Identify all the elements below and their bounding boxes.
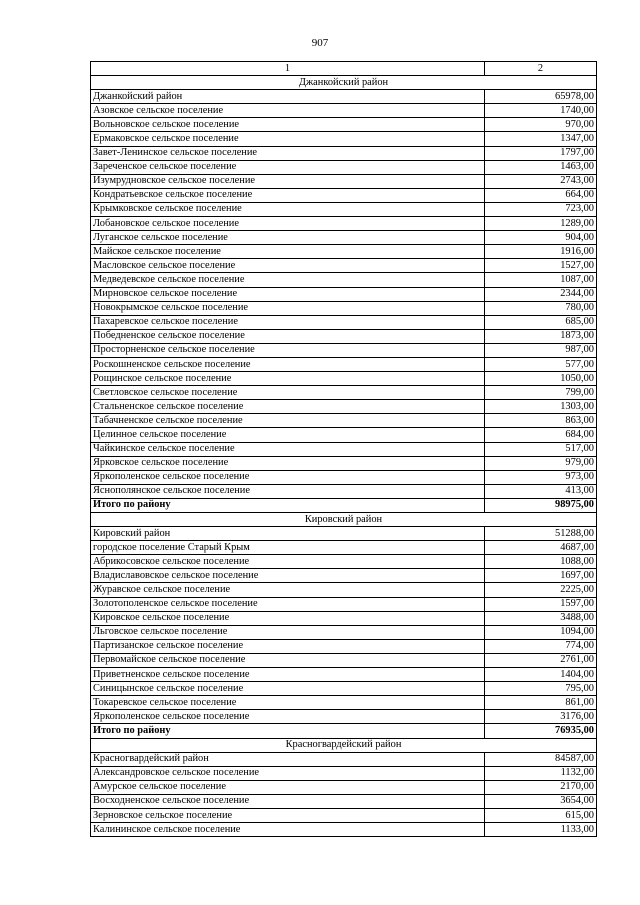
table-row <box>91 315 597 329</box>
settlement-value: 799,00 <box>485 386 597 400</box>
settlement-name: Вольновское сельское поселение <box>91 118 485 132</box>
settlement-value: 979,00 <box>485 456 597 470</box>
settlement-value: 517,00 <box>485 442 597 456</box>
table-row <box>91 668 597 682</box>
settlement-value: 615,00 <box>485 808 597 822</box>
settlement-value: 1094,00 <box>485 625 597 639</box>
page-number: 907 <box>311 37 329 49</box>
settlement-name: Медведевское сельское поселение <box>91 273 485 287</box>
table-row <box>91 329 597 343</box>
settlement-name: Яркополенское сельское поселение <box>91 710 485 724</box>
settlement-value: 723,00 <box>485 202 597 216</box>
table-row <box>91 639 597 653</box>
settlement-name: Лобановское сельское поселение <box>91 217 485 231</box>
settlement-value: 973,00 <box>485 470 597 484</box>
section-title: Джанкойский район <box>91 76 597 90</box>
table-row <box>91 794 597 808</box>
settlement-name: Просторненское сельское поселение <box>91 343 485 357</box>
section-title: Красногвардейский район <box>91 738 597 752</box>
settlement-name: Кондратьевское сельское поселение <box>91 188 485 202</box>
table-row <box>91 823 597 837</box>
settlement-name: Крымковское сельское поселение <box>91 202 485 216</box>
settlement-name: Рощинское сельское поселение <box>91 372 485 386</box>
table-row <box>91 456 597 470</box>
settlement-name: Первомайское сельское поселение <box>91 653 485 667</box>
settlement-name: Кировский район <box>91 527 485 541</box>
table-body <box>91 62 597 837</box>
settlement-name: Калининское сельское поселение <box>91 823 485 837</box>
table-row <box>91 696 597 710</box>
table-row <box>91 611 597 625</box>
table-row <box>91 414 597 428</box>
total-row <box>91 498 597 512</box>
settlement-name: Табачненское сельское поселение <box>91 414 485 428</box>
total-label: Итого по району <box>91 724 485 738</box>
settlement-value: 780,00 <box>485 301 597 315</box>
table-row <box>91 808 597 822</box>
settlement-value: 84587,00 <box>485 752 597 766</box>
settlement-value: 1303,00 <box>485 400 597 414</box>
settlement-name: Журавское сельское поселение <box>91 583 485 597</box>
settlement-value: 577,00 <box>485 357 597 371</box>
settlement-name: Золотополенское сельское поселение <box>91 597 485 611</box>
settlement-value: 1797,00 <box>485 146 597 160</box>
settlement-value: 987,00 <box>485 343 597 357</box>
settlement-value: 863,00 <box>485 414 597 428</box>
total-row <box>91 724 597 738</box>
settlement-value: 904,00 <box>485 231 597 245</box>
settlement-name: Роскошненское сельское поселение <box>91 357 485 371</box>
table-row <box>91 104 597 118</box>
data-table <box>90 61 597 837</box>
table-row <box>91 583 597 597</box>
table-row <box>91 710 597 724</box>
settlement-name: Азовское сельское поселение <box>91 104 485 118</box>
settlement-value: 4687,00 <box>485 541 597 555</box>
table-row <box>91 372 597 386</box>
table-row <box>91 428 597 442</box>
table-row <box>91 188 597 202</box>
table-row <box>91 625 597 639</box>
settlement-name: Победненское сельское поселение <box>91 329 485 343</box>
settlement-name: Кировское сельское поселение <box>91 611 485 625</box>
section-title: Кировский район <box>91 513 597 527</box>
settlement-name: Джанкойский район <box>91 90 485 104</box>
settlement-value: 65978,00 <box>485 90 597 104</box>
table-row <box>91 90 597 104</box>
settlement-value: 1133,00 <box>485 823 597 837</box>
settlement-name: Партизанское сельское поселение <box>91 639 485 653</box>
settlement-value: 664,00 <box>485 188 597 202</box>
table-row <box>91 287 597 301</box>
settlement-name: городское поселение Старый Крым <box>91 541 485 555</box>
table-row <box>91 541 597 555</box>
table-row <box>91 400 597 414</box>
table-row <box>91 682 597 696</box>
settlement-value: 684,00 <box>485 428 597 442</box>
settlement-name: Ярковское сельское поселение <box>91 456 485 470</box>
settlement-name: Александровское сельское поселение <box>91 766 485 780</box>
settlement-value: 1873,00 <box>485 329 597 343</box>
settlement-name: Владиславовское сельское поселение <box>91 569 485 583</box>
section-header-row <box>91 738 597 752</box>
settlement-value: 970,00 <box>485 118 597 132</box>
column-header-row <box>91 62 597 76</box>
table-row <box>91 752 597 766</box>
settlement-name: Пахаревское сельское поселение <box>91 315 485 329</box>
table-row <box>91 766 597 780</box>
table-row <box>91 132 597 146</box>
settlement-value: 413,00 <box>485 484 597 498</box>
settlement-value: 1050,00 <box>485 372 597 386</box>
settlement-value: 2170,00 <box>485 780 597 794</box>
table-row <box>91 780 597 794</box>
settlement-name: Амурское сельское поселение <box>91 780 485 794</box>
settlement-value: 1088,00 <box>485 555 597 569</box>
settlement-value: 1597,00 <box>485 597 597 611</box>
settlement-name: Майское сельское поселение <box>91 245 485 259</box>
settlement-name: Зареченское сельское поселение <box>91 160 485 174</box>
settlement-name: Красногвардейский район <box>91 752 485 766</box>
table-row <box>91 343 597 357</box>
table-row <box>91 217 597 231</box>
total-value: 76935,00 <box>485 724 597 738</box>
settlement-value: 2761,00 <box>485 653 597 667</box>
settlement-name: Синицынское сельское поселение <box>91 682 485 696</box>
settlement-name: Стальненское сельское поселение <box>91 400 485 414</box>
settlement-value: 1697,00 <box>485 569 597 583</box>
settlement-value: 1087,00 <box>485 273 597 287</box>
settlement-name: Яснополянское сельское поселение <box>91 484 485 498</box>
table-row <box>91 555 597 569</box>
total-label: Итого по району <box>91 498 485 512</box>
settlement-value: 2225,00 <box>485 583 597 597</box>
section-header-row <box>91 76 597 90</box>
settlement-value: 2344,00 <box>485 287 597 301</box>
settlement-value: 1527,00 <box>485 259 597 273</box>
table-row <box>91 118 597 132</box>
settlement-name: Абрикосовское сельское поселение <box>91 555 485 569</box>
table-row <box>91 231 597 245</box>
settlement-name: Завет-Ленинское сельское поселение <box>91 146 485 160</box>
column-header-1: 1 <box>91 62 485 76</box>
table-row <box>91 259 597 273</box>
table-row <box>91 569 597 583</box>
settlement-name: Ермаковское сельское поселение <box>91 132 485 146</box>
settlement-name: Мирновское сельское поселение <box>91 287 485 301</box>
settlement-value: 2743,00 <box>485 174 597 188</box>
table-row <box>91 470 597 484</box>
settlement-value: 1347,00 <box>485 132 597 146</box>
table-row <box>91 174 597 188</box>
settlement-name: Чайкинское сельское поселение <box>91 442 485 456</box>
table-row <box>91 442 597 456</box>
table-row <box>91 386 597 400</box>
settlement-name: Приветненское сельское поселение <box>91 668 485 682</box>
settlement-value: 1404,00 <box>485 668 597 682</box>
settlement-value: 3488,00 <box>485 611 597 625</box>
settlement-name: Яркополенское сельское поселение <box>91 470 485 484</box>
settlement-value: 1463,00 <box>485 160 597 174</box>
settlement-name: Восходненское сельское поселение <box>91 794 485 808</box>
settlement-value: 1740,00 <box>485 104 597 118</box>
table-row <box>91 597 597 611</box>
settlement-name: Изумрудновское сельское поселение <box>91 174 485 188</box>
settlement-name: Льговское сельское поселение <box>91 625 485 639</box>
table-row <box>91 653 597 667</box>
settlement-name: Луганское сельское поселение <box>91 231 485 245</box>
table-row <box>91 301 597 315</box>
settlement-name: Новокрымское сельское поселение <box>91 301 485 315</box>
total-value: 98975,00 <box>485 498 597 512</box>
settlement-value: 3654,00 <box>485 794 597 808</box>
section-header-row <box>91 513 597 527</box>
settlement-name: Зерновское сельское поселение <box>91 808 485 822</box>
settlement-name: Целинное сельское поселение <box>91 428 485 442</box>
table-row <box>91 160 597 174</box>
table-row <box>91 202 597 216</box>
table-row <box>91 357 597 371</box>
column-header-2: 2 <box>485 62 597 76</box>
settlement-value: 685,00 <box>485 315 597 329</box>
settlement-name: Масловское сельское поселение <box>91 259 485 273</box>
settlement-value: 51288,00 <box>485 527 597 541</box>
settlement-value: 861,00 <box>485 696 597 710</box>
table-row <box>91 527 597 541</box>
settlement-value: 1289,00 <box>485 217 597 231</box>
table-row <box>91 273 597 287</box>
settlement-name: Токаревское сельское поселение <box>91 696 485 710</box>
table-row <box>91 484 597 498</box>
settlement-value: 774,00 <box>485 639 597 653</box>
settlement-value: 795,00 <box>485 682 597 696</box>
settlement-value: 3176,00 <box>485 710 597 724</box>
settlement-value: 1132,00 <box>485 766 597 780</box>
settlement-name: Светловское сельское поселение <box>91 386 485 400</box>
settlement-value: 1916,00 <box>485 245 597 259</box>
table-row <box>91 146 597 160</box>
table-row <box>91 245 597 259</box>
